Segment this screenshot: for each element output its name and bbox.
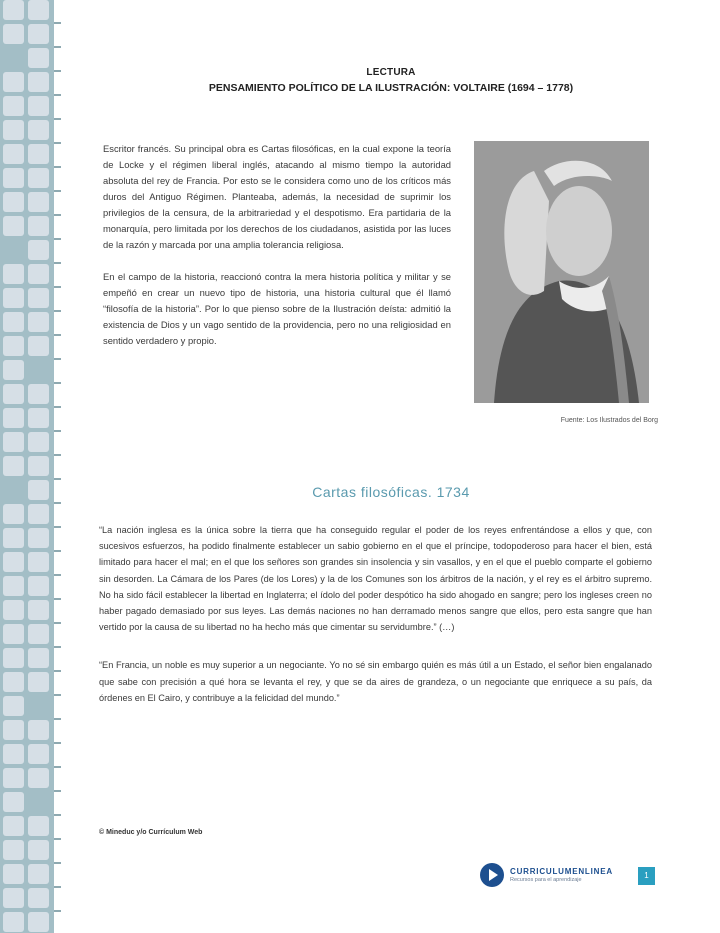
sidebar-square [3,744,24,764]
sidebar-square [3,48,24,68]
sidebar-square [3,120,24,140]
sidebar-square [3,24,24,44]
brand-tagline: Recursos para el aprendizaje [510,877,582,883]
section-title: Cartas filosóficas. 1734 [312,484,470,500]
document-header [62,67,720,94]
sidebar-square [3,336,24,356]
sidebar-square [3,456,24,476]
sidebar-square [3,768,24,788]
sidebar-square [28,456,49,476]
sidebar-square [3,624,24,644]
sidebar-square [28,912,49,932]
sidebar-square [3,816,24,836]
sidebar-square [3,264,24,284]
sidebar-tick-edge [54,0,62,933]
sidebar-square [28,48,49,68]
curriculum-brand[interactable] [480,863,613,887]
sidebar-square [3,792,24,812]
sidebar-square [28,168,49,188]
sidebar-square [3,840,24,860]
sidebar-tick [54,670,61,672]
sidebar-square [3,552,24,572]
sidebar-tick [54,214,61,216]
sidebar-tick [54,526,61,528]
sidebar-square [28,672,49,692]
sidebar-square [3,672,24,692]
sidebar-square [28,648,49,668]
sidebar-tick [54,910,61,912]
sidebar-tick [54,742,61,744]
sidebar-tick [54,694,61,696]
sidebar-tick [54,406,61,408]
sidebar-tick [54,334,61,336]
portrait-engraving-icon [474,141,649,403]
sidebar-square [28,240,49,260]
sidebar-tick [54,814,61,816]
sidebar-square [3,96,24,116]
sidebar-square [28,552,49,572]
intro-paragraph: En el campo de la historia, reaccionó contra la mera historia política y militar y se empeñó en crear un nuevo tipo de historia, una historia cultural que él llamó “filosofía de la historia”. Por lo que pienso sobre de la Ilustración deísta: admitió la existencia de Dios y un vago sentido de la providencia, pero no una religiosidad en sentido verdadero y propio. [103,271,451,346]
sidebar-square [28,600,49,620]
sidebar-square [28,264,49,284]
sidebar-tick [54,238,61,240]
sidebar-square [3,192,24,212]
sidebar-square [3,696,24,716]
sidebar-square [28,480,49,500]
sidebar-tick [54,838,61,840]
quote-block [99,522,652,706]
sidebar-square [3,864,24,884]
sidebar-square [3,384,24,404]
sidebar-square [3,528,24,548]
sidebar-square [3,912,24,932]
sidebar-tick [54,166,61,168]
sidebar-square [28,216,49,236]
sidebar-square [28,864,49,884]
sidebar-square [3,0,24,20]
quote-paragraph: “La nación inglesa es la única sobre la tierra que ha conseguido regular el poder de los reyes enfrentándose a ellos y que, con sucesivos esfuerzos, ha podido finalmente establecer un sabio gobierno en el que el príncipe, todopoderoso para hacer el bien, está limitado para hacer el mal; en el que los señores son grandes sin insolencia y sin vasallos, y en el que el pueblo comparte el gobierno sin desorden. La Cámara de los Pares (de los Lores) y la de los Comunes son los árbitros de la nación, y el rey es el árbitro supremo. No ha sido fácil establecer la libertad en Inglaterra; el ídolo del poder despótico ha sido ahogado en sangre; pero los ingleses creen no haber pagado demasiado por sus leyes. Las demás naciones no han derramado menos sangre que ellos, pero esta sangre que han vertido por la causa de su libertad no ha hecho más que cimentar su servidumbre.” (…) [99,525,652,633]
sidebar-tick [54,646,61,648]
sidebar-square [28,120,49,140]
brand-text [510,867,613,883]
sidebar-square [28,576,49,596]
sidebar-tick [54,502,61,504]
sidebar-tick [54,190,61,192]
sidebar-square [3,312,24,332]
sidebar-square [3,648,24,668]
sidebar-square [28,144,49,164]
sidebar-square [3,240,24,260]
sidebar-tick [54,862,61,864]
copyright-footnote: © Mineduc y/o Currículum Web [99,829,203,836]
sidebar-square [3,408,24,428]
sidebar-square [28,384,49,404]
sidebar-square [28,432,49,452]
sidebar-tick [54,70,61,72]
sidebar-tick [54,46,61,48]
sidebar-square [28,0,49,20]
sidebar-square [3,600,24,620]
page-number-badge: 1 [638,867,655,885]
sidebar-tick [54,718,61,720]
sidebar-tick [54,766,61,768]
sidebar-square [3,432,24,452]
sidebar-tick [54,310,61,312]
sidebar-tick [54,142,61,144]
sidebar-tick [54,550,61,552]
sidebar-square [28,720,49,740]
sidebar-square [28,744,49,764]
decorative-sidebar [0,0,54,933]
play-logo-icon [480,863,504,887]
sidebar-square [28,768,49,788]
sidebar-square [3,480,24,500]
sidebar-square [28,24,49,44]
sidebar-square [28,408,49,428]
sidebar-square-pattern [3,0,51,932]
header-kicker: LECTURA [366,67,416,78]
sidebar-square [28,360,49,380]
sidebar-square [28,96,49,116]
sidebar-tick [54,262,61,264]
sidebar-tick [54,118,61,120]
page-title: PENSAMIENTO POLÍTICO DE LA ILUSTRACIÓN: VOLTAIRE (1694 – 1778) [208,82,574,94]
sidebar-tick [54,598,61,600]
sidebar-square [28,72,49,92]
sidebar-square [3,576,24,596]
sidebar-square [28,696,49,716]
sidebar-square [28,288,49,308]
sidebar-square [28,192,49,212]
sidebar-tick [54,94,61,96]
sidebar-square [3,168,24,188]
sidebar-square [28,816,49,836]
sidebar-square [28,312,49,332]
sidebar-square [3,720,24,740]
sidebar-square [3,72,24,92]
document-page [62,0,720,933]
sidebar-tick [54,622,61,624]
sidebar-tick [54,286,61,288]
sidebar-tick [54,478,61,480]
sidebar-square [28,888,49,908]
sidebar-square [3,360,24,380]
intro-paragraph: Escritor francés. Su principal obra es Cartas filosóficas, en la cual expone la teoría de Locke y el régimen liberal inglés, atacando al mismo tiempo la autoridad absoluta del rey de Francia. Por esto se le considera como uno de los críticos más duros del Antiguo Régimen. Planteaba, además, la necesidad de suprimir los privilegios de la censura, de la arbitrariedad y el despotismo. Era partidaria de la monarquía, pero limitada por los derechos de los ciudadanos, asistida por las luces de la razón y marcada por una amplia tolerancia religiosa. [103,143,451,250]
sidebar-square [3,888,24,908]
sidebar-square [28,840,49,860]
sidebar-square [3,216,24,236]
sidebar-square [3,504,24,524]
quote-paragraph: “En Francia, un noble es muy superior a un negociante. Yo no sé sin embargo quién es más útil a un Estado, el señor bien engalanado que sabe con precisión a qué hora se levanta el rey, y que se da aires de grandeza, o un negociante que enriquece a su país, da órdenes en El Cairo, y contribuye a la felicidad del mundo.” [99,660,652,703]
sidebar-tick [54,454,61,456]
sidebar-tick [54,430,61,432]
sidebar-square [28,504,49,524]
sidebar-tick [54,358,61,360]
sidebar-square [3,288,24,308]
sidebar-square [3,144,24,164]
sidebar-square [28,528,49,548]
sidebar-square [28,336,49,356]
sidebar-tick [54,382,61,384]
portrait-caption: Fuente: Los Ilustrados del Borg [560,417,658,424]
sidebar-square [28,624,49,644]
sidebar-tick [54,574,61,576]
sidebar-square [28,792,49,812]
sidebar-tick [54,886,61,888]
sidebar-tick [54,22,61,24]
brand-name: CURRICULUMENLINEA [510,867,613,876]
voltaire-portrait-image [474,141,649,403]
sidebar-tick [54,790,61,792]
intro-text [103,141,451,349]
